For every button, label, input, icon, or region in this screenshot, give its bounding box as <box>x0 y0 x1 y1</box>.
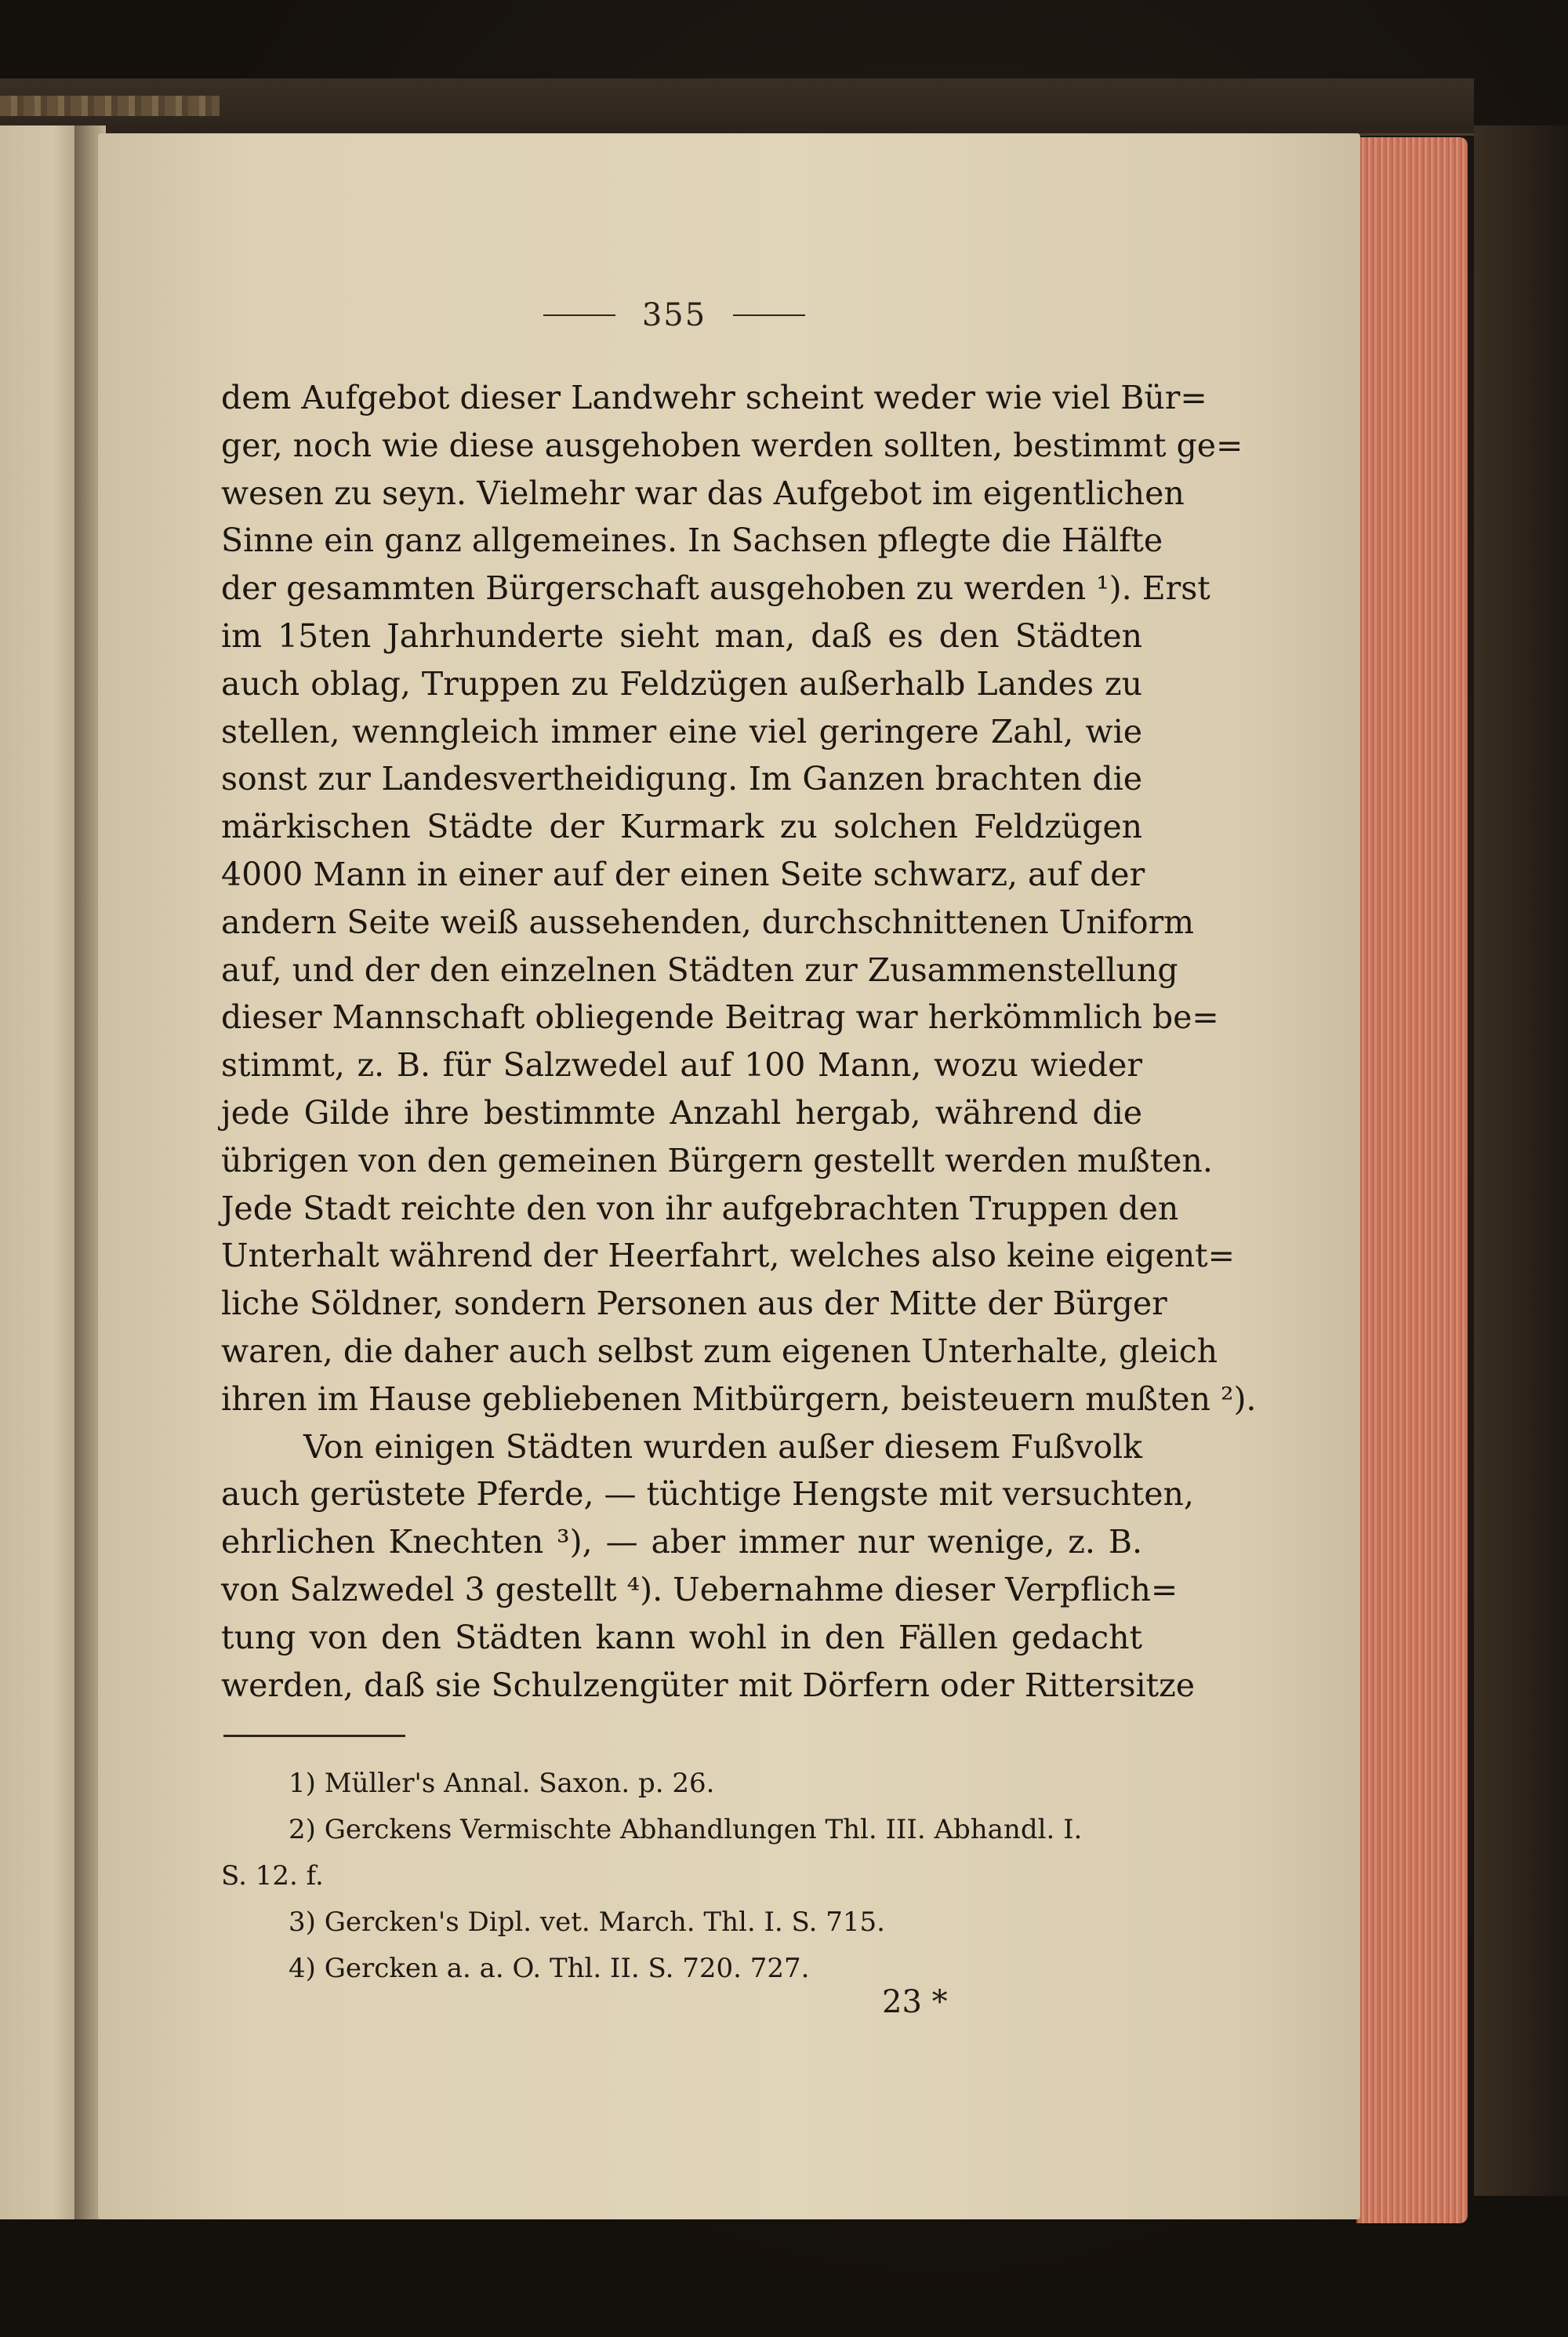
text-line: im 15ten Jahrhunderte sieht man, daß es den Städten <box>221 616 1142 655</box>
footnote: 1) Müller's Annal. Saxon. p. 26. <box>289 1768 715 1799</box>
text-line: wesen zu seyn. Vielmehr war das Aufgebot im eigentlichen <box>221 474 1185 512</box>
text-line: Von einigen Städten wurden außer diesem Fußvolk <box>303 1427 1142 1466</box>
header-rule-right <box>733 314 805 316</box>
text-line: übrigen von den gemeinen Bürgern gestellt werden mußten. <box>221 1141 1213 1179</box>
text-line: der gesammten Bürgerschaft ausgehoben zu werden ¹). Erst <box>221 569 1210 608</box>
signature-mark: 23 * <box>882 1984 948 2020</box>
text-line: sonst zur Landesvertheidigung. Im Ganzen brachten die <box>221 760 1142 798</box>
text-line: märkischen Städte der Kurmark zu solchen Feldzügen <box>221 808 1142 846</box>
text-line: werden, daß sie Schulzengüter mit Dörfern oder Rittersitze <box>221 1666 1196 1704</box>
body-text <box>221 374 1257 1709</box>
text-line: jede Gilde ihre bestimmte Anzahl hergab, während die <box>221 1093 1142 1132</box>
footnote: 4) Gercken a. a. O. Thl. II. S. 720. 727. <box>289 1953 810 1984</box>
text-line: 4000 Mann in einer auf der einen Seite schwarz, auf der <box>221 855 1145 893</box>
text-line: tung von den Städten kann wohl in den Fällen gedacht <box>221 1618 1142 1656</box>
text-line: waren, die daher auch selbst zum eigenen Unterhalte, gleich <box>221 1332 1218 1370</box>
page-number: 355 <box>641 297 707 333</box>
cover-ornament-strip <box>0 96 220 116</box>
text-line: Jede Stadt reichte den von ihr aufgebrachten Truppen den <box>221 1189 1179 1227</box>
text-line: liche Söldner, sondern Personen aus der Mitte der Bürger <box>221 1285 1167 1323</box>
text-line: stimmt, z. B. für Salzwedel auf 100 Mann, wozu wieder <box>221 1046 1142 1085</box>
footnote-rule <box>223 1735 405 1737</box>
text-line: auf, und der den einzelnen Städten zur Zusammenstellung <box>221 950 1178 989</box>
text-line: stellen, wenngleich immer eine viel geringere Zahl, wie <box>221 712 1142 751</box>
text-line: Sinne ein ganz allgemeines. In Sachsen pflegte die Hälfte <box>221 522 1163 560</box>
text-line: Unterhalt während der Heerfahrt, welches also keine eigent= <box>221 1237 1235 1275</box>
book-cover-right <box>1474 125 1568 2196</box>
book-cover-top <box>0 78 1474 136</box>
text-line: ehrlichen Knechten ³), — aber immer nur wenige, z. B. <box>221 1523 1142 1561</box>
footnote-continuation: S. 12. f. <box>221 1860 324 1892</box>
text-line: dem Aufgebot dieser Landwehr scheint weder wie viel Bür= <box>221 379 1207 416</box>
page-header <box>525 296 823 335</box>
text-line: dieser Mannschaft obliegende Beitrag war herkömmlich be= <box>221 998 1219 1037</box>
text-line: auch gerüstete Pferde, — tüchtige Hengste mit versuchten, <box>221 1475 1194 1514</box>
text-line: ger, noch wie diese ausgehoben werden sollten, bestimmt ge= <box>221 426 1243 464</box>
page-fore-edge <box>1356 137 1468 2223</box>
footnotes <box>221 1761 1142 1992</box>
footnote: 2) Gerckens Vermischte Abhandlungen Thl. III. Abhandl. I. <box>289 1814 1083 1845</box>
text-line: andern Seite weiß aussehenden, durchschnittenen Uniform <box>221 903 1195 941</box>
text-line: von Salzwedel 3 gestellt ⁴). Uebernahme dieser Verpflich= <box>221 1570 1178 1608</box>
text-line: ihren im Hause gebliebenen Mitbürgern, beisteuern mußten ²). <box>221 1379 1257 1418</box>
footnote: 3) Gercken's Dipl. vet. March. Thl. I. S. 715. <box>289 1906 885 1938</box>
header-rule-left <box>543 314 615 316</box>
text-line: auch oblag, Truppen zu Feldzügen außerhalb Landes zu <box>221 664 1142 703</box>
